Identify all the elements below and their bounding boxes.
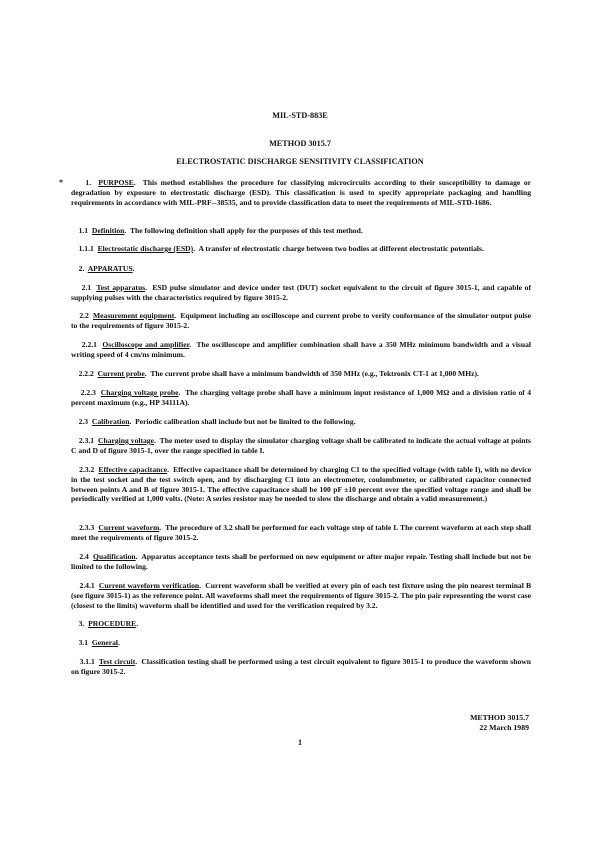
paragraph-1: 1. PURPOSE. This method establishes the procedure for classifying microcircuits according to their susceptibility to damage or degradation by exposure to electrostatic discharge (ESD). This classification is used to specify appropriate packaging and handling requirements in accordance with MIL-PRF--38535, and to provide classification data to meet the requirements of MIL-STD-1686. <box>71 178 532 207</box>
paragraph-text: ESD pulse simulator and device under test (DUT) socket equivalent to the circuit of figure 3015-1, and capable of supplying pulses with the characteristics required by figure 3015-2. <box>71 283 531 302</box>
paragraph-2-3: 2.3 Calibration. Periodic calibration shall include but not be limited to the following. <box>78 417 356 426</box>
paragraph-text: The meter used to display the simulator charging voltage shall be calibrated to indicate the actual voltage at points C and D of figure 3015-1, over the range specified in table I. <box>71 436 532 455</box>
paragraph-1-1-1: 1.1.1 Electrostatic discharge (ESD). A transfer of electrostatic charge between two bodies at different electrostatic potentials. <box>78 244 484 253</box>
paragraph-heading: Oscilloscope and amplifier <box>102 340 190 349</box>
paragraph-heading: Effective capacitance <box>98 465 168 474</box>
paragraph-number: 2.2.1 <box>81 340 97 349</box>
paragraph-2-2-3: 2.2.3 Charging voltage probe. The charging voltage probe shall have a minimum input resistance of 1,000 MΩ and a division ratio of 4 percent maximum (e.g., HP 34111A). <box>71 388 531 407</box>
paragraph-text: Current waveform shall be verified at every pin of each test fixture using the pin nearest terminal B (see figure 3015-1) as the reference point. All waveforms shall meet the requirements of figure 3015-2. The pin pair representing the worst case (closest to the limits) waveform shall be identified and used for the verification required by 3.2. <box>71 581 532 610</box>
paragraph-heading: Test circuit <box>98 657 136 666</box>
paragraph-2-3-3: 2.3.3 Current waveform. The procedure of 3.2 shall be performed for each voltage step of table I. The current waveform at each step shall meet the requirements of figure 3015-2. <box>71 523 532 542</box>
paragraph-heading: Current probe <box>97 369 145 378</box>
paragraph-text: The charging voltage probe shall have a minimum input resistance of 1,000 MΩ and a division ratio of 4 percent maximum (e.g., HP 34111A). <box>71 388 531 407</box>
paragraph-heading: PURPOSE <box>98 178 134 187</box>
change-mark: * <box>59 178 63 187</box>
paragraph-number: 2.4.1 <box>79 581 95 590</box>
paragraph-number: 1. <box>85 178 92 187</box>
paragraph-heading: Definition <box>91 226 125 235</box>
paragraph-heading: Current waveform verification <box>98 581 200 590</box>
paragraph-text: This method establishes the procedure for classifying microcircuits according to their susceptibility to damage or degradation by exposure to electrostatic discharge (ESD). This classification is used to specify appropriate packaging and handling requirements in accordance with MIL-PRF--38535, and to provide classification data to meet the requirements of MIL-STD-1686. <box>71 178 532 207</box>
paragraph-number: 2. <box>78 264 85 273</box>
footer-date: 22 March 1989 <box>479 723 529 732</box>
page-footer <box>470 713 529 733</box>
paragraph-text: Classification testing shall be performed using a test circuit equivalent to figure 3015-1 to produce the waveform shown on figure 3015-2. <box>71 657 531 676</box>
paragraph-text: A transfer of electrostatic charge between two bodies at different electrostatic potentials. <box>198 244 484 253</box>
paragraph-2: 2. APPARATUS. <box>78 264 135 273</box>
document-id: MIL-STD-883E <box>272 111 328 120</box>
page-number: 1 <box>298 738 302 747</box>
paragraph-2-2-2: 2.2.2 Current probe. The current probe shall have a minimum bandwidth of 350 MHz (e.g., Tektronix CT-1 at 1,000 MHz). <box>78 369 479 378</box>
paragraph-text: The procedure of 3.2 shall be performed for each voltage step of table I. The current waveform at each step shall meet the requirements of figure 3015-2. <box>71 523 532 542</box>
paragraph-text: The oscilloscope and amplifier combination shall have a 350 MHz minimum bandwidth and a visual writing speed of 4 cm/ns minimum. <box>71 340 532 359</box>
paragraph-number: 2.3.1 <box>78 436 95 445</box>
paragraph-number: 2.2.3 <box>80 388 96 397</box>
paragraph-text: Equipment including an oscilloscope and current probe to verify conformance of the simulator output pulse to the requirements of figure 3015-2. <box>71 311 532 330</box>
paragraph-number: 2.3.2 <box>79 465 95 474</box>
paragraph-number: 3.1 <box>78 638 89 647</box>
paragraph-1-1: 1.1 Definition. The following definition shall apply for the purposes of this test method. <box>78 226 363 235</box>
paragraph-text: The following definition shall apply for the purposes of this test method. <box>129 226 363 235</box>
paragraph-text: The current probe shall have a minimum bandwidth of 350 MHz (e.g., Tektronix CT-1 at 1,000 MHz). <box>150 369 479 378</box>
paragraph-text: Apparatus acceptance tests shall be performed on new equipment or after major repair. Testing shall include but not be limited to the following. <box>71 552 532 571</box>
paragraph-3-1: 3.1 General. <box>78 638 120 647</box>
paragraph-2-4-1: 2.4.1 Current waveform verification. Current waveform shall be verified at every pin of each test fixture using the pin nearest terminal B (see figure 3015-1) as the reference point. All waveforms shall meet the requirements of figure 3015-2. The pin pair representing the worst case (closest to the limits) waveform shall be identified and used for the verification required by 3.2. <box>71 581 532 610</box>
paragraph-heading: Qualification <box>93 552 136 561</box>
paragraph-number: 3. <box>78 619 85 628</box>
paragraph-2-2: 2.2 Measurement equipment. Equipment including an oscilloscope and current probe to verify conformance of the simulator output pulse to the requirements of figure 3015-2. <box>71 311 532 330</box>
paragraph-2-2-1: 2.2.1 Oscilloscope and amplifier. The oscilloscope and amplifier combination shall have a 350 MHz minimum bandwidth and a visual writing speed of 4 cm/ns minimum. <box>71 340 532 359</box>
paragraph-text: Periodic calibration shall include but not be limited to the following. <box>135 417 356 426</box>
paragraph-2-3-2: 2.3.2 Effective capacitance. Effective capacitance shall be determined by charging C1 to the specified voltage (with table I), with no device in the test socket and the test switch open, and by discharging C1 into an electrometer, coulombmeter, or calibrated capacitor connected between points A and B of figure 3015-1. The effective capacitance shall be 100 pF ±10 percent over the specified voltage range and shall be periodically verified at 1,000 volts. (Note: A series resistor may be needed to slow the discharge and obtain a valid measurement.) <box>71 465 532 504</box>
paragraph-heading: PROCEDURE <box>88 619 137 628</box>
footer-method: METHOD 3015.7 <box>470 713 529 722</box>
paragraph-heading: Electrostatic discharge (ESD) <box>97 244 194 253</box>
paragraph-number: 2.3 <box>78 417 89 426</box>
paragraph-heading: Measurement equipment <box>93 311 175 320</box>
document-title: ELECTROSTATIC DISCHARGE SENSITIVITY CLASSIFICATION <box>176 157 424 166</box>
paragraph-number: 2.2.2 <box>78 369 94 378</box>
paragraph-2-3-1: 2.3.1 Charging voltage. The meter used to display the simulator charging voltage shall be calibrated to indicate the actual voltage at points C and D of figure 3015-1, over the range specified in table I. <box>71 436 532 455</box>
method-number: METHOD 3015.7 <box>269 139 331 148</box>
paragraph-number: 2.2 <box>79 311 89 320</box>
paragraph-number: 1.1.1 <box>78 244 94 253</box>
paragraph-heading: Current waveform <box>98 523 160 532</box>
paragraph-number: 2.4 <box>79 552 89 561</box>
paragraph-2-1: 2.1 Test apparatus. ESD pulse simulator and device under test (DUT) socket equivalent to the circuit of figure 3015-1, and capable of supplying pulses with the characteristics required by figure 3015-2. <box>71 283 531 302</box>
paragraph-heading: General <box>91 638 119 647</box>
paragraph-heading: APPARATUS <box>87 264 133 273</box>
paragraph-number: 1.1 <box>78 226 89 235</box>
paragraph-heading: Calibration <box>91 417 130 426</box>
paragraph-heading: Charging voltage probe <box>100 388 179 397</box>
paragraph-heading: Charging voltage <box>98 436 154 445</box>
paragraph-3: 3. PROCEDURE. <box>78 619 139 628</box>
paragraph-number: 2.3.3 <box>79 523 95 532</box>
paragraph-3-1-1: 3.1.1 Test circuit. Classification testing shall be performed using a test circuit equivalent to figure 3015-1 to produce the waveform shown on figure 3015-2. <box>71 657 531 676</box>
paragraph-2-4: 2.4 Qualification. Apparatus acceptance tests shall be performed on new equipment or after major repair. Testing shall include but not be limited to the following. <box>71 552 532 571</box>
paragraph-heading: Test apparatus <box>96 283 146 292</box>
paragraph-text: Effective capacitance shall be determined by charging C1 to the specified voltage (with table I), with no device in the test socket and the test switch open, and by discharging C1 into an electrometer, coulombmeter, or calibrated capacitor connected between points A and B of figure 3015-1. The effective capacitance shall be 100 pF ±10 percent over the specified voltage range and shall be periodically verified at 1,000 volts. (Note: A series resistor may be needed to slow the discharge and obtain a valid measurement.) <box>71 465 532 504</box>
paragraph-number: 3.1.1 <box>79 657 95 666</box>
paragraph-number: 2.1 <box>81 283 92 292</box>
